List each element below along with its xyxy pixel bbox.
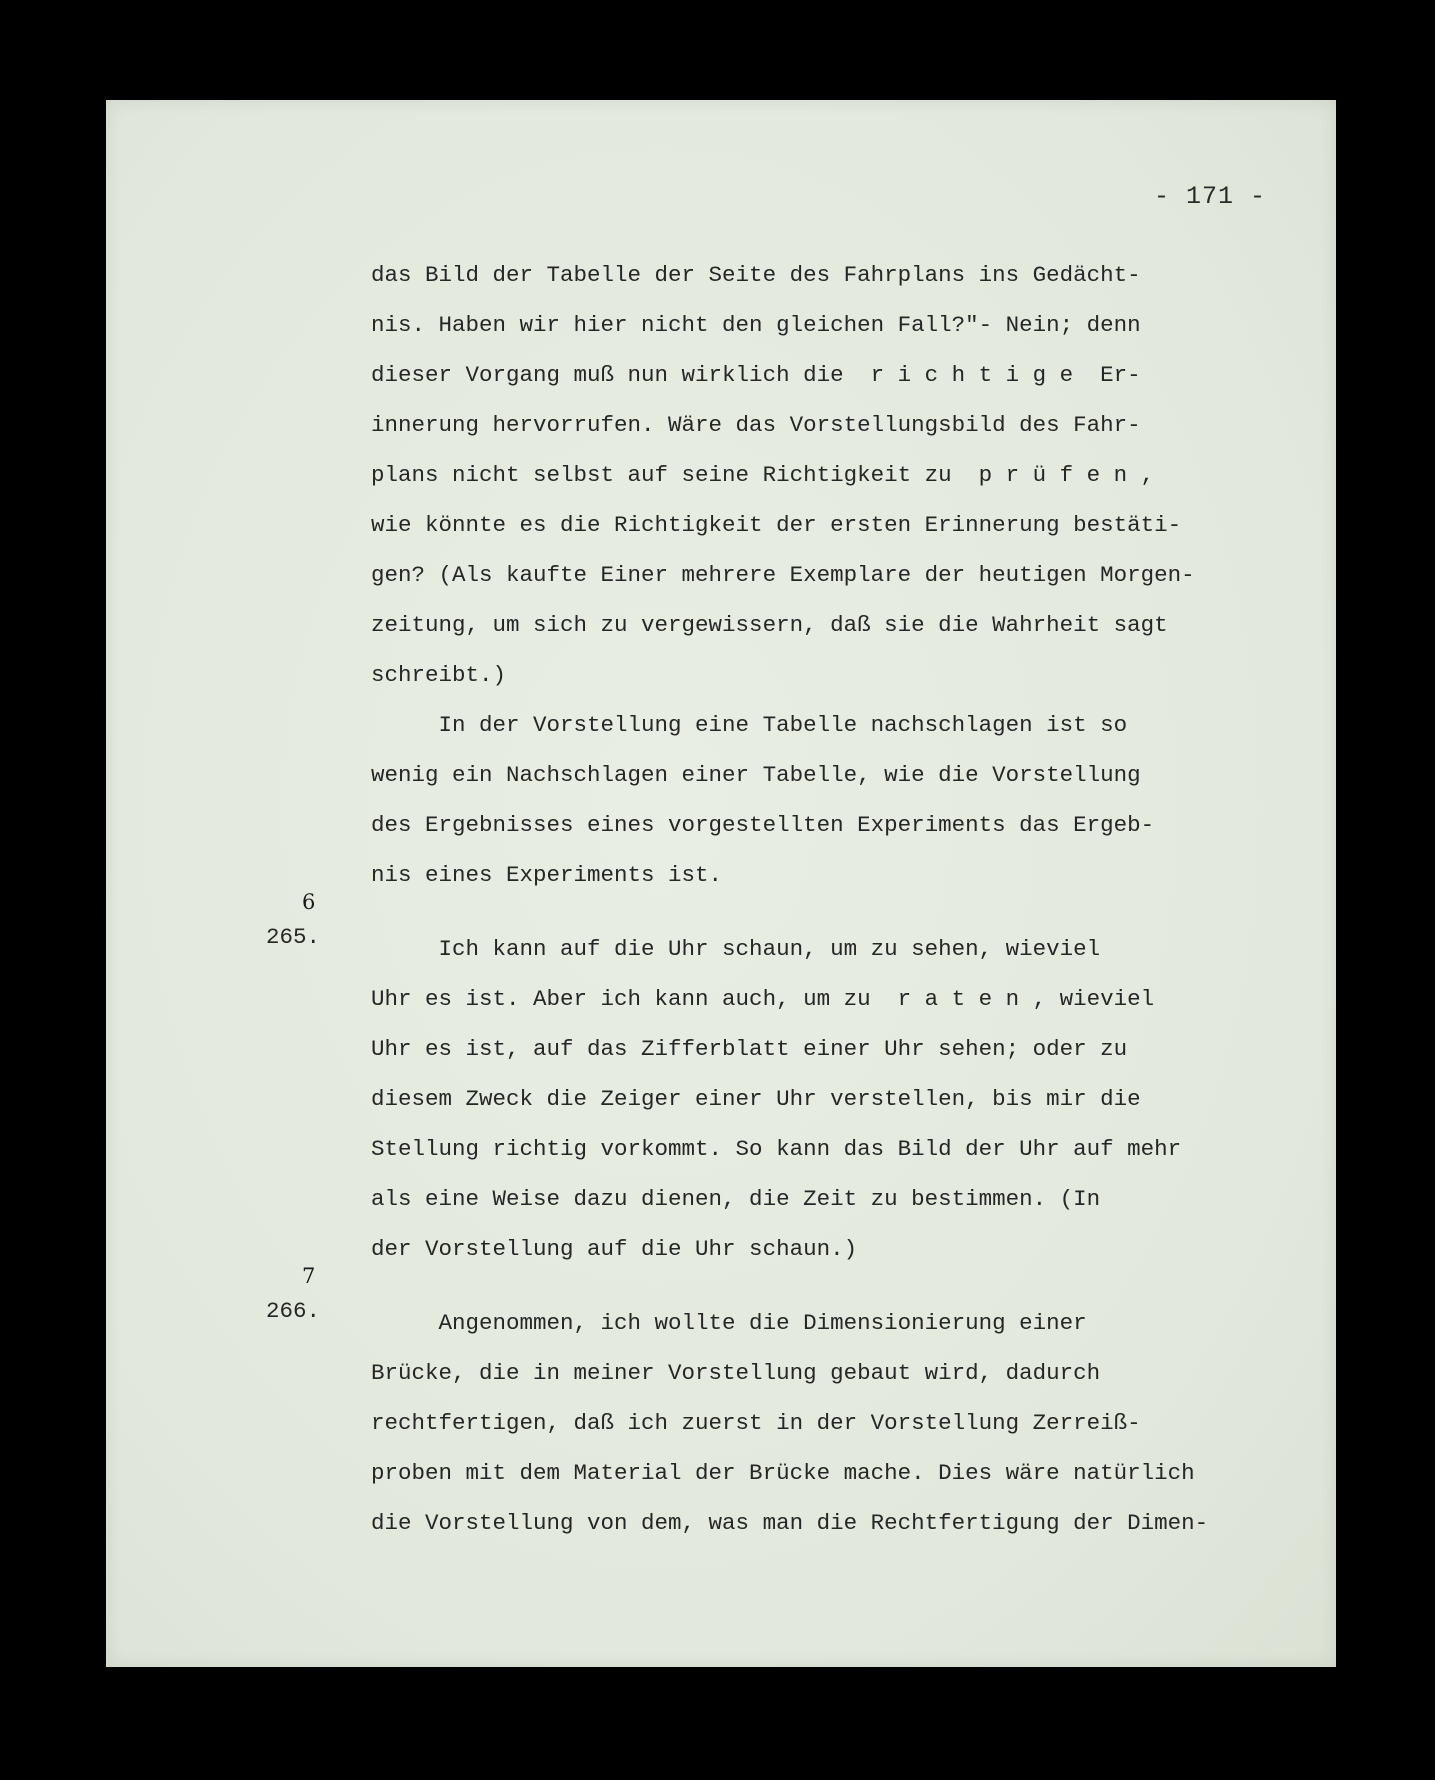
- text-line: das Bild der Tabelle der Seite des Fahrplans ins Gedächt-: [371, 262, 1141, 288]
- typescript-body: [266, 250, 1321, 1548]
- text-line: Uhr es ist. Aber ich kann auch, um zu r a t e n , wieviel: [371, 986, 1155, 1012]
- text-line: der Vorstellung auf die Uhr schaun.): [371, 1236, 858, 1262]
- text-line: wie könnte es die Richtigkeit der ersten Erinnerung bestäti-: [371, 512, 1182, 538]
- text-line: gen? (Als kaufte Einer mehrere Exemplare der heutigen Morgen-: [371, 562, 1195, 588]
- text-line: nis eines Experiments ist.: [371, 862, 723, 888]
- text-line: diesem Zweck die Zeiger einer Uhr verstellen, bis mir die: [371, 1086, 1141, 1112]
- text-line: In der Vorstellung eine Tabelle nachschlagen ist so: [371, 712, 1128, 738]
- handwritten-correction: 7: [302, 1264, 316, 1288]
- text-line: Angenommen, ich wollte die Dimensionierung einer: [371, 1310, 1087, 1336]
- text-line: rechtfertigen, daß ich zuerst in der Vorstellung Zerreiß-: [371, 1410, 1141, 1436]
- text-line: Ich kann auf die Uhr schaun, um zu sehen, wieviel: [371, 936, 1101, 962]
- text-line: als eine Weise dazu dienen, die Zeit zu bestimmen. (In: [371, 1186, 1101, 1212]
- page-number: - 171 -: [1153, 182, 1266, 211]
- text-line: des Ergebnisses eines vorgestellten Experiments das Ergeb-: [371, 812, 1155, 838]
- text-line: Stellung richtig vorkommt. So kann das Bild der Uhr auf mehr: [371, 1136, 1182, 1162]
- text-line: proben mit dem Material der Brücke mache. Dies wäre natürlich: [371, 1460, 1195, 1486]
- text-line: innerung hervorrufen. Wäre das Vorstellungsbild des Fahr-: [371, 412, 1141, 438]
- text-line: schreibt.): [371, 662, 507, 688]
- text-line: nis. Haben wir hier nicht den gleichen Fall?"- Nein; denn: [371, 312, 1141, 338]
- text-line: Uhr es ist, auf das Zifferblatt einer Uhr sehen; oder zu: [371, 1036, 1128, 1062]
- section-bridge: [266, 1264, 1321, 1548]
- text-line: die Vorstellung von dem, was man die Rechtfertigung der Dimen-: [371, 1510, 1209, 1536]
- section-number-typed: 266.: [266, 1298, 321, 1324]
- text-line: wenig ein Nachschlagen einer Tabelle, wie die Vorstellung: [371, 762, 1141, 788]
- paragraph-continuation: [371, 250, 1321, 700]
- text-line: plans nicht selbst auf seine Richtigkeit zu p r ü f e n ,: [371, 462, 1155, 488]
- text-line: zeitung, um sich zu vergewissern, daß sie die Wahrheit sagt: [371, 612, 1168, 638]
- paragraph-table-lookup: [371, 700, 1321, 900]
- section-number: [266, 890, 321, 950]
- section-clock: [266, 890, 1321, 1274]
- section-number: [266, 1264, 321, 1324]
- typescript-page: [106, 100, 1336, 1667]
- handwritten-correction: 6: [302, 890, 316, 914]
- text-line: Brücke, die in meiner Vorstellung gebaut wird, dadurch: [371, 1360, 1101, 1386]
- section-number-typed: 265.: [266, 924, 321, 950]
- text-line: dieser Vorgang muß nun wirklich die r i c h t i g e Er-: [371, 362, 1141, 388]
